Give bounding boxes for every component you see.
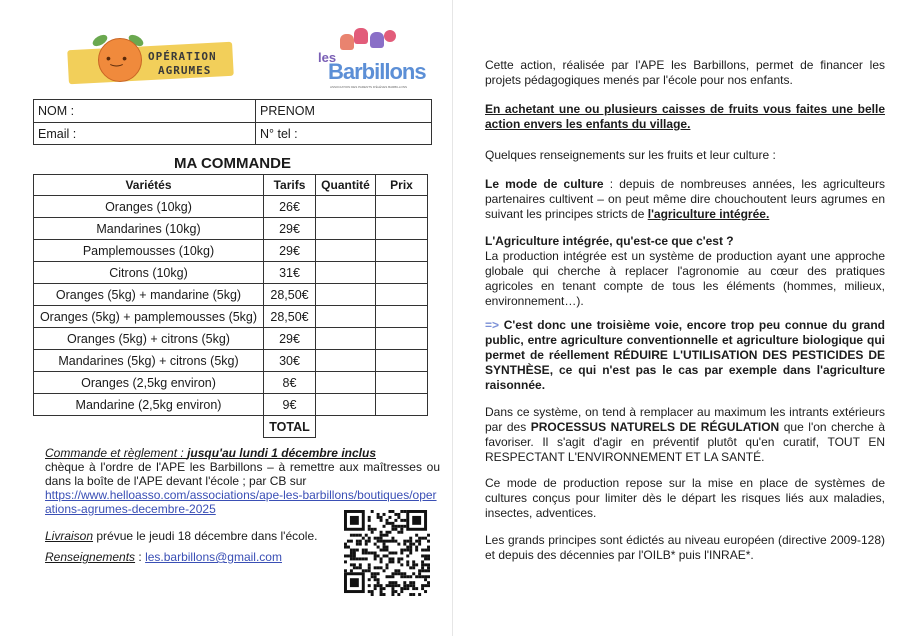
header-price: Tarifs [264,175,316,196]
quantity-input-cell[interactable] [316,372,376,394]
variety-cell: Oranges (5kg) + mandarine (5kg) [34,284,264,306]
order-row [34,394,428,416]
helloasso-link[interactable]: https://www.helloasso.com/associations/ape-les-barbillons/boutiques/operations-agrumes-decembre-2025 [45,488,437,516]
row-total-cell[interactable] [376,372,428,394]
third-way-caps: RÉDUIRE L'UTILISATION DES PESTICIDES DE SYNTHÈSE [485,348,885,377]
principles-paragraph [485,533,885,563]
row-total-cell[interactable] [376,306,428,328]
delivery-label: Livraison [45,529,94,543]
email-field[interactable]: Email : [38,127,77,141]
tel-field[interactable]: N° tel : [260,127,298,141]
logo-subtitle: ASSOCIATION DES PARENTS D'ÉLÈVES BARBILLONS [330,85,407,89]
quantity-input-cell[interactable] [316,306,376,328]
logo-text-agrumes: AGRUMES [158,64,212,77]
production-mode-paragraph [485,476,885,521]
row-total-cell[interactable] [376,394,428,416]
culture-mode-paragraph [485,177,885,222]
order-row [34,350,428,372]
delivery-text: prévue le jeudi 18 décembre dans l'école. [93,529,318,543]
order-table [33,174,428,438]
order-row [34,240,428,262]
row-total-cell[interactable] [376,196,428,218]
variety-cell: Citrons (10kg) [34,262,264,284]
header-variety: Variétés [34,175,264,196]
logo-text-barbillons: Barbillons [328,59,426,84]
row-total-cell[interactable] [376,218,428,240]
row-total-cell[interactable] [376,284,428,306]
quantity-input-cell[interactable] [316,262,376,284]
row-total-cell[interactable] [376,328,428,350]
row-total-cell[interactable] [376,240,428,262]
price-cell: 26€ [264,196,316,218]
header-quantity: Quantité [316,175,376,196]
smiley-face-icon: •‿• [106,50,128,66]
price-cell: 28,50€ [264,306,316,328]
page-fold [452,0,453,636]
variety-cell: Oranges (5kg) + pamplemousses (5kg) [34,306,264,328]
variety-cell: Oranges (5kg) + citrons (5kg) [34,328,264,350]
contact-form-box [33,99,432,145]
variety-cell: Mandarines (10kg) [34,218,264,240]
logo-text-les: les [318,50,337,65]
order-row [34,262,428,284]
order-title: MA COMMANDE [174,155,291,172]
right-highlight [485,102,885,132]
price-cell: 29€ [264,218,316,240]
price-cell: 31€ [264,262,316,284]
barbillons-logo [318,28,428,90]
arrow-icon: => [485,318,500,332]
total-label: TOTAL [264,416,316,438]
question-title: L'Agriculture intégrée, qu'est-ce que c'est ? [485,234,734,248]
nom-field[interactable]: NOM : [38,104,75,118]
payment-colon: : [177,446,188,460]
question-text: La production intégrée est un système de production ayant une approche globale qui cherche à replacer l'agronomie au cœur des pratiques agricoles en tenant compte de tous les éléments (hommes, milieux, environnement…). [485,249,885,308]
hands-icon [340,28,404,50]
quantity-input-cell[interactable] [316,394,376,416]
highlight-text: En achetant une ou plusieurs caisses de fruits vous faites une belle action envers les enfants du village. [485,102,885,131]
order-row [34,284,428,306]
system-text-1: Dans ce système, on tend à remplacer au maximum les intrants extérieurs par des [485,405,885,434]
price-cell: 29€ [264,240,316,262]
payment-text: chèque à l'ordre de l'APE les Barbillons – à remettre aux maîtresses ou dans la boîte de l'APE devant l'école ; par CB sur [45,460,440,488]
header-total-price: Prix [376,175,428,196]
price-cell: 30€ [264,350,316,372]
quantity-input-cell[interactable] [316,196,376,218]
contact-colon: : [135,550,146,564]
row-total-cell[interactable] [376,262,428,284]
intro-text: Cette action, réalisée par l'APE les Barbillons, permet de financer les projets pédagogiques menés par l'école pour nos enfants. [485,58,885,87]
production-mode-text: Ce mode de production repose sur la mise en place de systèmes de cultures conçus pour limiter dès le départ les risques liés aux maladies, insectes, adventices. [485,476,885,520]
system-paragraph [485,405,885,465]
total-spacer [34,416,264,438]
variety-cell: Pamplemousses (10kg) [34,240,264,262]
payment-heading: Commande et règlement [45,446,178,460]
price-cell: 9€ [264,394,316,416]
quantity-input-cell[interactable] [316,240,376,262]
price-cell: 29€ [264,328,316,350]
order-row [34,218,428,240]
logo-text-operation: OPÉRATION [148,50,217,63]
operation-agrumes-logo [58,34,238,92]
contact-label: Renseignements [45,550,136,564]
system-caps: PROCESSUS NATURELS DE RÉGULATION [530,420,780,434]
prenom-field[interactable]: PRENOM [260,104,315,118]
qr-code[interactable] [344,510,430,596]
integrated-agriculture-paragraph [485,234,885,309]
quantity-input-cell[interactable] [316,284,376,306]
quantity-input-cell[interactable] [316,350,376,372]
payment-block [45,446,445,516]
total-row [34,416,428,438]
mode-label: Le mode de culture [485,177,604,191]
order-row [34,372,428,394]
third-way-text-2: , ce qui n'est pas le cas par exemple dans l'agriculture raisonnée. [485,363,885,392]
quantity-input-cell[interactable] [316,328,376,350]
third-way-paragraph [485,318,885,393]
variety-cell: Oranges (2,5kg environ) [34,372,264,394]
variety-cell: Mandarine (2,5kg environ) [34,394,264,416]
right-intro [485,58,885,88]
payment-deadline: jusqu'au lundi 1 décembre inclus [187,446,376,460]
order-row [34,328,428,350]
right-info-intro [485,148,885,163]
price-cell: 8€ [264,372,316,394]
order-row [34,196,428,218]
price-cell: 28,50€ [264,284,316,306]
logo-band [67,42,234,85]
info-intro-text: Quelques renseignements sur les fruits et leur culture : [485,148,776,162]
mode-text: : depuis de nombreuses années, les agriculteurs partenaires cultivent – on peut même dire chouchoutent leurs agrumes en suivant les principes stricts de [485,177,885,221]
contact-email-link[interactable]: les.barbillons@gmail.com [145,550,282,564]
qr-code-graphic [344,510,430,596]
system-text-2: que l'on cherche à favoriser. Il s'agit d'agir en préventif plutôt qu'en curatif, TOUT EN RESPECTANT L'ENVIRONNEMENT ET LA SANTÉ. [485,420,886,464]
mode-emph: l'agriculture intégrée. [647,207,770,221]
variety-cell: Mandarines (5kg) + citrons (5kg) [34,350,264,372]
quantity-input-cell[interactable] [316,218,376,240]
order-row [34,306,428,328]
row-total-cell[interactable] [376,350,428,372]
principles-text: Les grands principes sont édictés au niveau européen (directive 2009-128) et depuis des décennies par l'OILB* puis l'INRAE*. [485,533,885,562]
third-way-text-1: C'est donc une troisième voie, encore trop peu connue du grand public, entre agriculture conventionnelle et agriculture biologique qui permet de réellement [485,318,885,362]
variety-cell: Oranges (10kg) [34,196,264,218]
